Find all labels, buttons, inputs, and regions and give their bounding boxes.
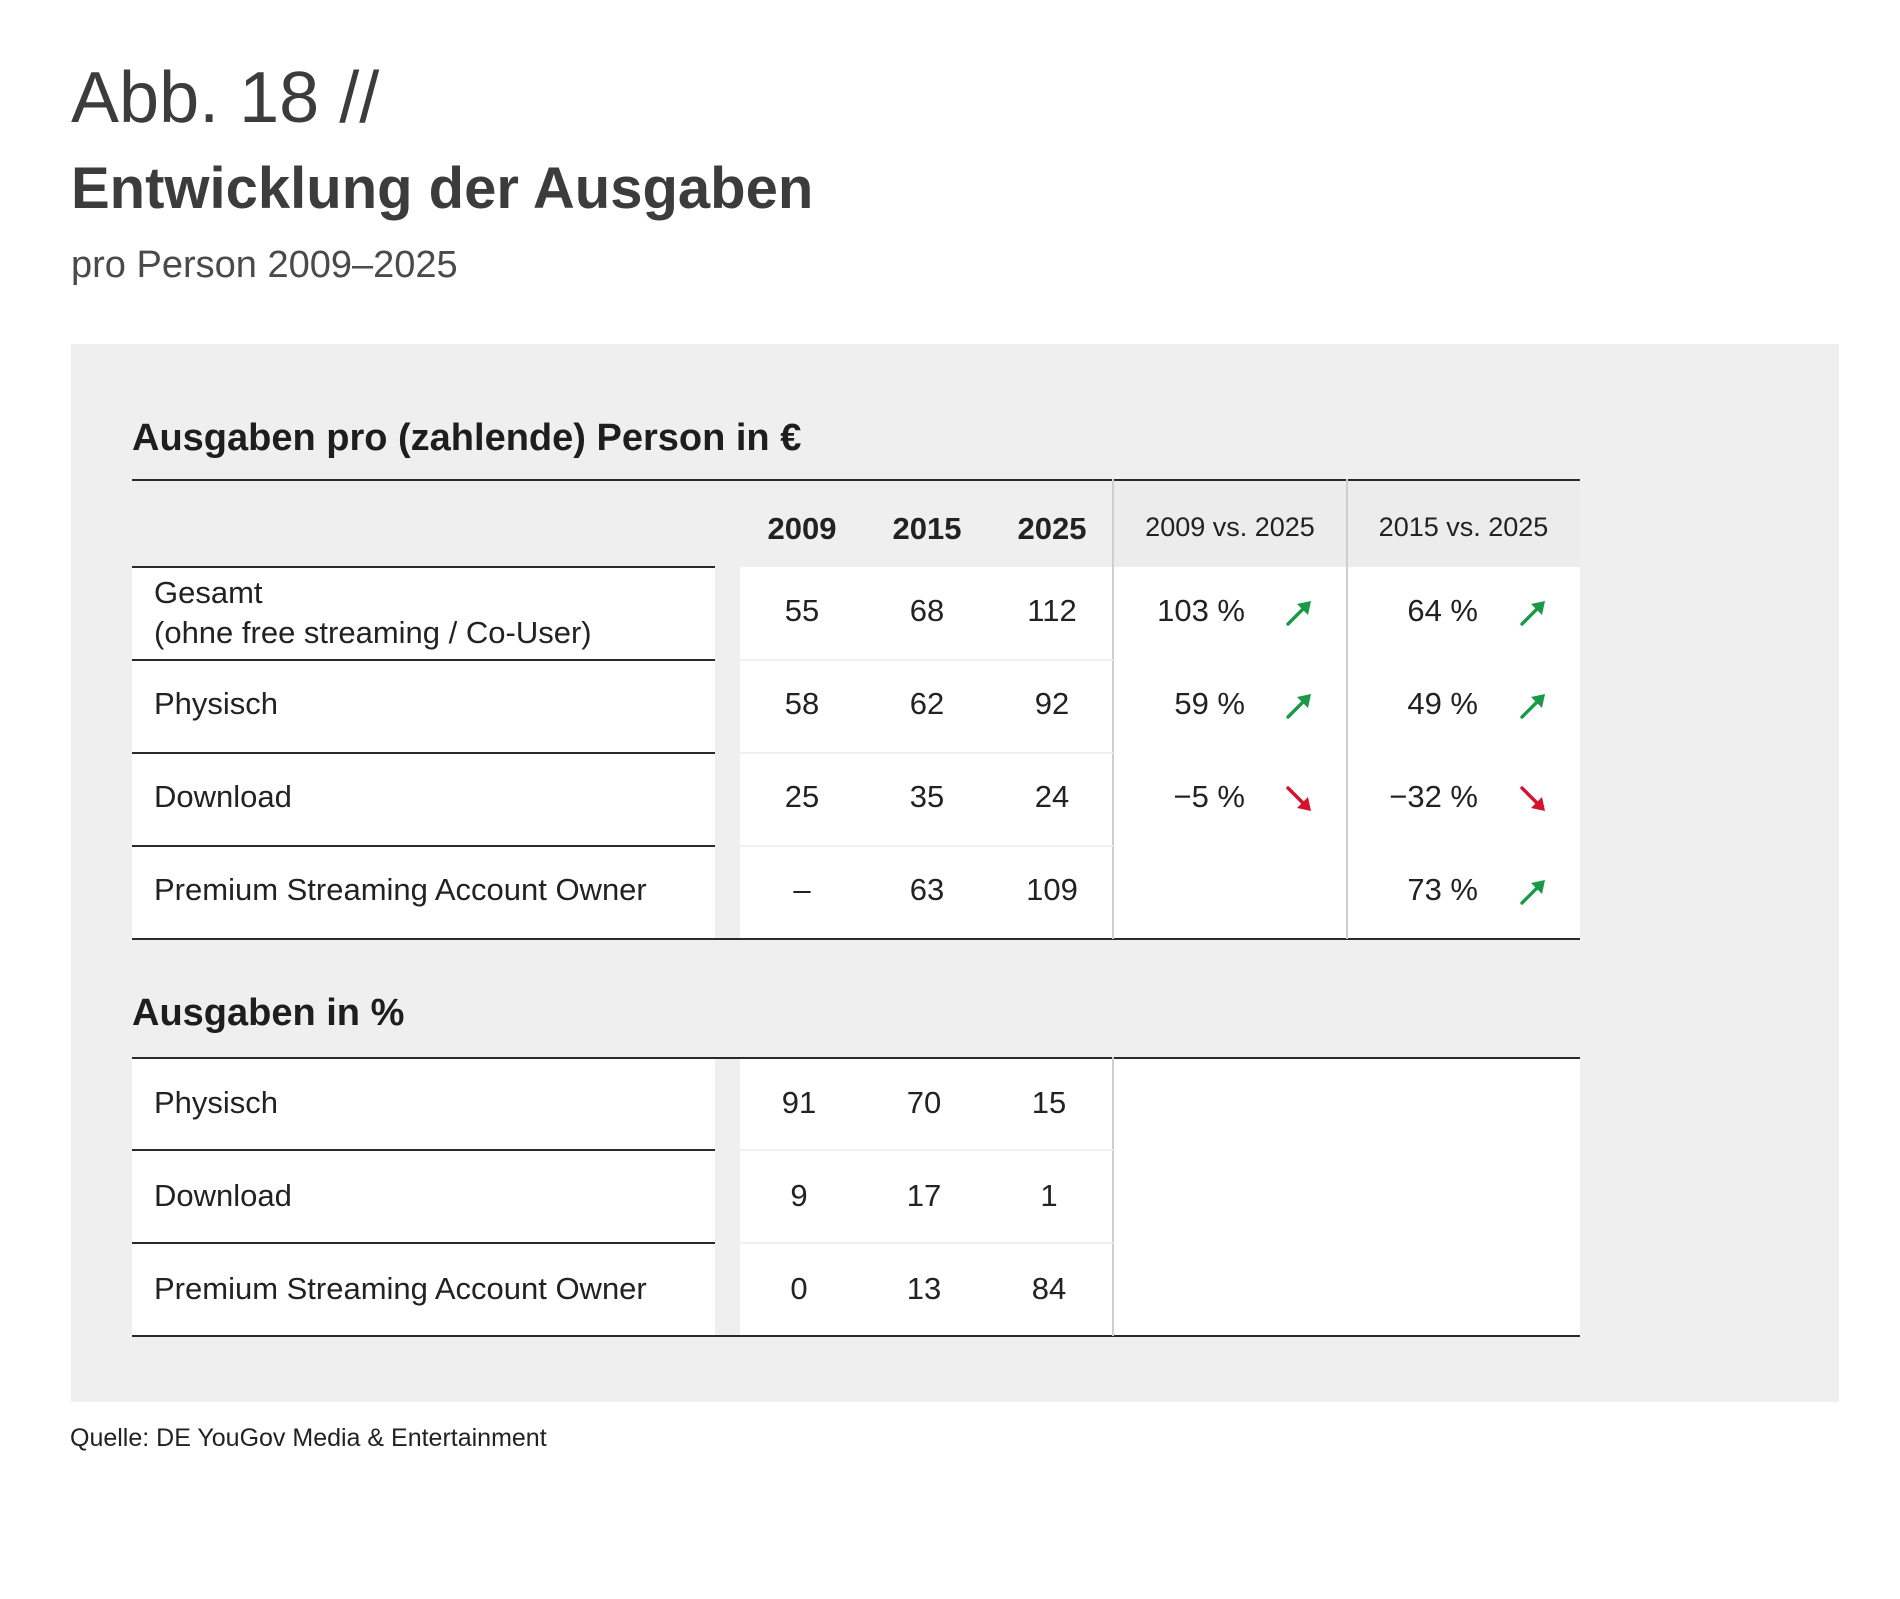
row-label: Download: [154, 1178, 292, 1213]
column-header-2009-vs-2025: 2009 vs. 2025: [1145, 512, 1315, 542]
column-header-2025: 2025: [1017, 511, 1087, 546]
cell-value: 92: [1034, 686, 1070, 721]
cell-value: 35: [909, 779, 945, 814]
cell-value: 68: [909, 593, 945, 628]
cell-value: 24: [1034, 779, 1070, 814]
cell-value: 9: [790, 1178, 808, 1213]
cell-value: 17: [906, 1178, 942, 1213]
cell-value: 13: [906, 1271, 942, 1306]
table2-top-rule: [132, 1057, 1580, 1059]
row-rule: [132, 845, 715, 847]
figure-title: Entwicklung der Ausgaben: [71, 156, 814, 221]
arrow-down-right-icon: [1518, 784, 1548, 814]
row-rule: [132, 1149, 715, 1151]
cell-value: 0: [790, 1271, 808, 1306]
arrow-down-right-icon: [1284, 784, 1314, 814]
cell-value: 91: [781, 1085, 817, 1120]
cell-value: 55: [784, 593, 820, 628]
cell-value: 62: [909, 686, 945, 721]
row-label: Premium Streaming Account Owner: [154, 872, 647, 907]
table-top-rule: [132, 479, 1580, 481]
figure-label: Abb. 18 //: [71, 58, 380, 138]
figure-subtitle: pro Person 2009–2025: [71, 244, 458, 286]
cell-value: 25: [784, 779, 820, 814]
cell-value: 15: [1031, 1085, 1067, 1120]
row-rule-light: [740, 659, 1113, 661]
cell-change-2015: −32 %: [1389, 779, 1478, 814]
cell-value: 70: [906, 1085, 942, 1120]
table-bottom-rule: [132, 938, 1580, 940]
arrow-up-right-icon: [1518, 877, 1548, 907]
cell-change-2015: 49 %: [1407, 686, 1478, 721]
arrow-up-right-icon: [1518, 598, 1548, 628]
cell-value: 112: [1027, 593, 1077, 628]
row-label: Premium Streaming Account Owner: [154, 1271, 647, 1306]
cell-change-2009: 59 %: [1174, 686, 1245, 721]
row-rule-light: [740, 752, 1113, 754]
source-note: Quelle: DE YouGov Media & Entertainment: [70, 1424, 547, 1452]
divider-table2: [1112, 1057, 1114, 1336]
row-label: Gesamt (ohne free streaming / Co-User): [154, 575, 592, 651]
section-title-euro: Ausgaben pro (zahlende) Person in €: [132, 417, 802, 459]
cell-value: 58: [784, 686, 820, 721]
table2-bottom-rule: [132, 1335, 1580, 1337]
cell-change-2015: 64 %: [1407, 593, 1478, 628]
row-rule-light: [740, 845, 1113, 847]
empty-columns-bg-2: [1113, 1057, 1580, 1336]
row-label: Physisch: [154, 686, 279, 721]
column-header-2015-vs-2025: 2015 vs. 2025: [1378, 512, 1549, 542]
row-rule-light: [740, 1149, 1113, 1151]
cell-value: 1: [1040, 1178, 1058, 1213]
row-label: Download: [154, 779, 292, 814]
cell-change-2009: −5 %: [1173, 779, 1245, 814]
row-rule-light: [740, 1242, 1113, 1244]
column-header-2009: 2009: [767, 511, 837, 546]
cell-change-2015: 73 %: [1407, 872, 1478, 907]
row-label: Physisch: [154, 1085, 279, 1120]
cell-change-2009: 103 %: [1157, 593, 1245, 628]
cell-value: 109: [1026, 872, 1078, 907]
cell-value: 84: [1031, 1271, 1067, 1306]
row-rule: [132, 566, 715, 568]
arrow-up-right-icon: [1518, 691, 1548, 721]
row-rule: [132, 659, 715, 661]
row-rule: [132, 1242, 715, 1244]
column-header-2015: 2015: [892, 511, 962, 546]
arrow-up-right-icon: [1284, 598, 1314, 628]
row-rule: [132, 752, 715, 754]
section-title-percent: Ausgaben in %: [132, 992, 405, 1034]
cell-value: 63: [909, 872, 945, 907]
arrow-up-right-icon: [1284, 691, 1314, 721]
cell-value: –: [793, 872, 811, 907]
